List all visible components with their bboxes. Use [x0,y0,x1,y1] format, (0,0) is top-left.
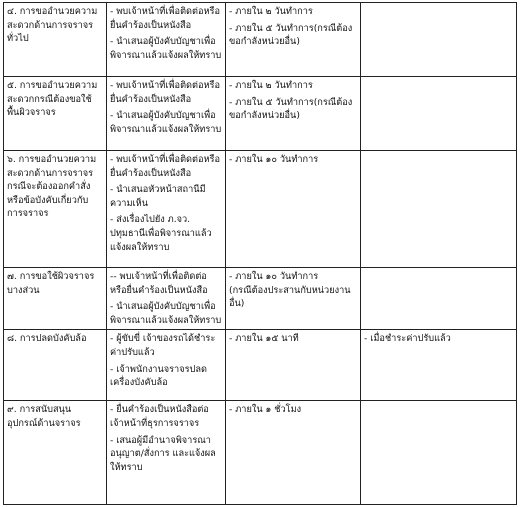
duration-item [229,403,357,417]
duration-cell [226,268,361,330]
steps-cell [107,77,226,151]
service-topic-text: ๖. การขออำนวยความ [7,154,97,165]
procedure-step [110,300,222,327]
note-cell [361,151,517,268]
steps-cell [107,268,226,330]
table-row [4,77,517,151]
table-row [4,151,517,268]
service-topic-text: การจราจร [7,208,49,220]
service-topic-cell [4,3,107,77]
procedure-step [110,332,222,359]
procedure-step-text: เจ้าหน้าที่ธุรการจราจร [110,417,200,429]
service-topic-text: บางส่วน [7,284,40,296]
duration-cell [226,3,361,77]
procedure-step-text: อนุญาต/สั่งการ และแจ้งผล [110,448,216,460]
procedure-step [110,153,222,180]
duration-item-text: - ภายใน ๑๐ วันทำการ [229,154,319,165]
procedure-step-text: ยื่นคำร้องเป็นหนังสือ [110,167,192,179]
duration-item-text: - ภายใน ๕ วันทำการ(กรณีต้อง [229,22,353,34]
procedure-step-text: - นำเสนอหัวหน้าสถานีมี [110,184,206,196]
service-topic-text: ๗. การขอใช้ผิวจราจร [7,271,95,282]
service-topic-text: สะดวกกรณีต้องขอใช้ [7,93,92,105]
duration-item-text: อื่น) [229,298,245,310]
duration-item [229,96,357,123]
procedure-step-text: พิจารณาแล้วแจ้งผลให้ทราบ [110,314,222,326]
service-topic-text: สะดวกด้านการจราจร [7,19,94,31]
procedure-step-text: ให้ทราบ [110,461,143,473]
steps-cell [107,401,226,505]
duration-cell [226,77,361,151]
duration-item-text: - ภายใน ๒ วันทำการ [229,80,313,91]
procedure-step [110,79,222,106]
duration-item [229,153,357,167]
duration-cell [226,401,361,505]
duration-item-text: ขอกำลังหน่วยอื่น) [229,36,300,48]
service-topic-cell [4,268,107,330]
note-item [364,332,513,346]
service-topic-cell [4,330,107,401]
service-topic-text: ๘. การปลดบังคับล้อ [7,333,87,345]
procedure-step-text: หรือยื่นคำร้องเป็นหนังสือ [110,284,208,296]
procedure-step-text: -- พบเจ้าหน้าที่เพื่อติดต่อ [110,271,207,282]
procedure-step [110,434,222,475]
procedure-step-text: ยื่นคำร้องเป็นหนังสือ [110,19,192,31]
note-cell [361,401,517,505]
note-cell [361,330,517,401]
duration-item [229,79,357,93]
procedure-step-text: - เสนอผู้มีอำนาจพิจารณา [110,434,211,446]
service-topic-cell [4,401,107,505]
duration-item-text: - ภายใน ๑๐ วันทำการ [229,271,319,282]
service-topic-text: ๙. การสนับสนุน [7,404,72,416]
service-topic-cell [4,151,107,268]
procedure-step-text: - ผู้ขับขี่ เจ้าของรถได้ชำระ [110,333,216,345]
table-body [4,3,517,505]
procedure-step-text: - นำเสนอผู้บังคับบัญชาเพื่อ [110,110,216,122]
procedure-step-text: - ยื่นคำร้องเป็นหนังสือต่อ [110,404,209,416]
procedure-step-text: พิจารณาแล้วแจ้งผลให้ทราบ [110,49,222,61]
procedure-step [110,183,222,210]
procedure-step [110,5,222,32]
service-topic-text: อุปกรณ์ด้านจราจร [7,417,81,429]
note-cell [361,3,517,77]
steps-cell [107,151,226,268]
duration-item [229,5,357,19]
steps-cell [107,330,226,401]
procedure-step-text: - พบเจ้าหน้าที่เพื่อติดต่อหรือ [110,6,220,17]
procedure-step-text: - ส่งเรื่องไปยัง ภ.จว. [110,214,191,226]
service-topic-cell [4,77,107,151]
procedure-step-text: - พบเจ้าหน้าที่เพื่อติดต่อหรือ [110,80,220,91]
table-row [4,3,517,77]
duration-item [229,22,357,49]
duration-item-text: - ภายใน ๒ วันทำการ [229,6,313,17]
duration-item-text: ขอกำลังหน่วยอื่น) [229,110,300,122]
note-cell [361,77,517,151]
service-steps-table [3,2,517,505]
procedure-step [110,363,222,390]
procedure-step-text: ค่าปรับแล้ว [110,346,155,358]
duration-item-text: (กรณีต้องประสานกับหน่วยงาน [229,284,351,296]
duration-item-text: - ภายใน ๕ วันทำการ(กรณีต้อง [229,96,353,108]
table-row [4,401,517,505]
note-cell [361,268,517,330]
procedure-step-text: ยื่นคำร้องเป็นหนังสือ [110,93,192,105]
service-topic-text: พื้นผิวจราจร [7,107,56,119]
service-topic-text: ทั่วไป [7,33,29,45]
service-topic-text: สะดวกด้านการจราจร [7,167,94,179]
duration-cell [226,151,361,268]
procedure-step [110,403,222,430]
procedure-step-text: ความเห็น [110,197,148,209]
procedure-step-text: - พบเจ้าหน้าที่เพื่อติดต่อหรือ [110,154,220,165]
procedure-step [110,270,222,297]
procedure-step-text: เครื่องบังคับล้อ [110,377,168,389]
procedure-step-text: ปทุมธานีเพื่อพิจารณาแล้ว [110,227,212,239]
service-topic-text: ๕. การขออำนวยความ [7,80,98,91]
service-topic-text: ๔. การขออำนวยความ [7,6,98,17]
service-topic-text: หรือข้อบังคับเกี่ยวกับ [7,194,89,206]
steps-cell [107,3,226,77]
procedure-step [110,35,222,62]
duration-item-text: - ภายใน ๑๕ นาที [229,333,299,345]
procedure-step-text: พิจารณาแล้วแจ้งผลให้ทราบ [110,123,222,135]
procedure-step-text: แจ้งผลให้ทราบ [110,241,170,253]
duration-item [229,332,357,346]
procedure-step-text: - นำเสนอผู้บังคับบัญชาเพื่อ [110,301,216,313]
procedure-step [110,213,222,254]
procedure-step-text: - เจ้าพนักงานจราจรปลด [110,363,207,375]
duration-cell [226,330,361,401]
service-topic-text: กรณีจะต้องออกคำสั่ง [7,181,91,193]
procedure-step-text: - นำเสนอผู้บังคับบัญชาเพื่อ [110,36,216,48]
table-row [4,268,517,330]
duration-item-text: - ภายใน ๑ ชั่วโมง [229,404,302,416]
procedure-step [110,109,222,136]
table-row [4,330,517,401]
note-item-text: - เมื่อชำระค่าปรับแล้ว [364,333,451,345]
duration-item [229,270,357,311]
